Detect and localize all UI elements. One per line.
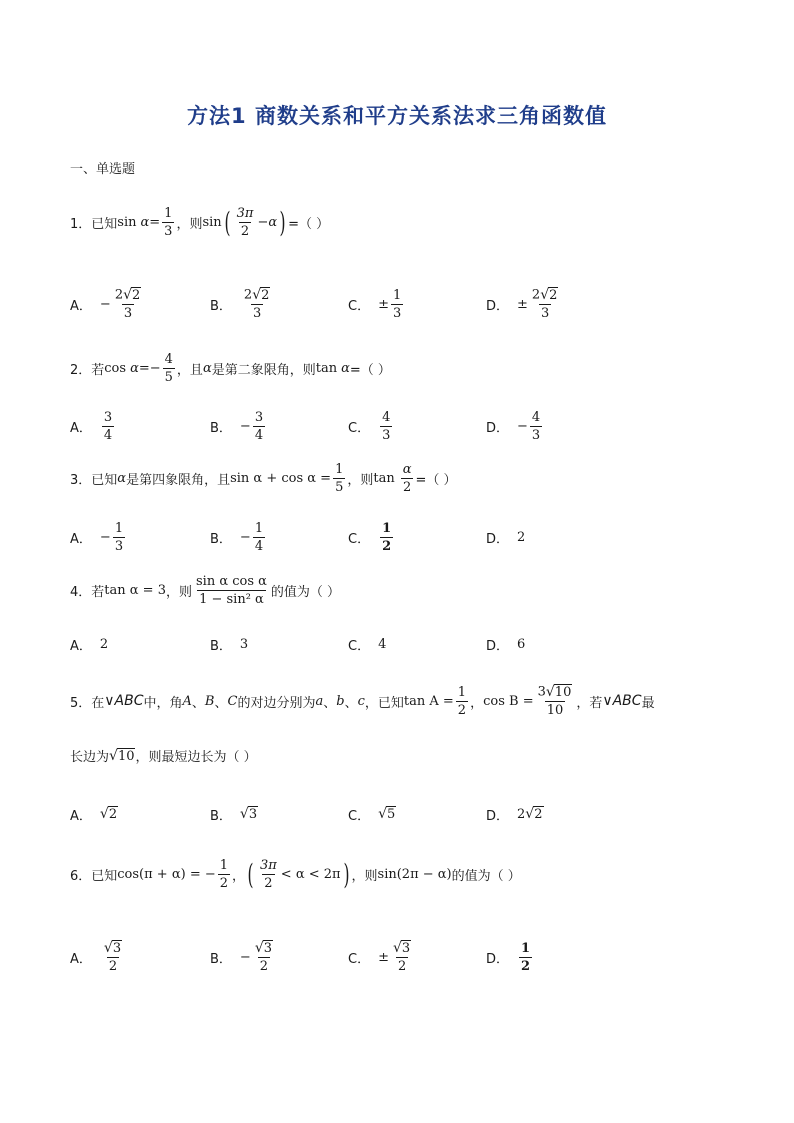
q4-fraction: $\frac{\text{sin α cos α}}{\text{1 − sin² α}}$ — [195, 574, 267, 607]
q4-option-b[interactable]: B． 3 — [210, 636, 249, 654]
q2-option-c[interactable]: C． $\frac{4}{3}$ — [348, 409, 391, 443]
q5-option-a[interactable]: A． √ 2 — [70, 806, 118, 824]
question-2: 2．若 cos α =− $\frac{4}{5}$ ，且 α 是第二象限角，则 tan α =（ ） — [70, 352, 391, 385]
q4-option-c[interactable]: C． 4 — [348, 636, 387, 654]
q6-range-fraction: $\frac{3\pi}{2}$ — [259, 858, 277, 891]
q3-option-b[interactable]: B． − $\frac{1}{4}$ — [210, 520, 264, 554]
q2-option-a[interactable]: A． $\frac{3}{4}$ — [70, 409, 113, 443]
q5-option-c[interactable]: C． √ 5 — [348, 806, 396, 824]
q6-option-c[interactable]: C． ± √ 3 2 — [348, 940, 411, 974]
question-4: 4．若 tan α = 3 ，则 $\frac{\text{sin α cos α}}{\text{1 − sin² α}}$ 的值为（ ） — [70, 574, 341, 607]
question-5-line-1: 5．在 ∨ABC 中，角 A 、 B 、 C 的对边分别为 a 、 b 、 c ，已知 tan A = $\frac{1}{2}$ ， cos B = 3 √ 10 10 ，若 ∨ABC 最 — [70, 684, 655, 718]
q6-option-a[interactable]: A． √ 3 2 — [70, 940, 122, 974]
q1-tail: =（ ） — [288, 217, 330, 232]
q5-option-b[interactable]: B． √ 3 — [210, 806, 258, 824]
q1-inner-fraction: $\frac{3\pi}{2}$ — [236, 206, 254, 239]
q3-option-a[interactable]: A． − $\frac{1}{3}$ — [70, 520, 124, 554]
q6-fraction: $\frac{1}{2}$ — [219, 858, 229, 891]
q3-half-angle: $\frac{\alpha}{2}$ — [402, 462, 412, 495]
q3-fraction: $\frac{1}{5}$ — [335, 462, 344, 495]
q4-option-a[interactable]: A． 2 — [70, 636, 109, 654]
q1-minus: − — [257, 215, 269, 230]
q1-option-c[interactable]: C． ± $\frac{1}{3}$ — [348, 287, 402, 321]
q6-option-b[interactable]: B． − √ 3 2 — [210, 940, 273, 974]
question-3: 3．已知 α 是第四象限角，且 sin α + cos α = $\frac{1}{5}$ ，则 tan $\frac{\alpha}{2}$ =（ ） — [70, 462, 457, 495]
q3-option-d[interactable]: D． 2 — [486, 529, 526, 547]
q1-fraction: $\frac{1}{3}$ — [164, 206, 173, 239]
q6-option-d[interactable]: D． $\frac{1}{2}$ — [486, 940, 531, 974]
q1-alpha: α — [140, 215, 150, 230]
page-title: 方法1 商数关系和平方关系法求三角函数值 — [187, 104, 607, 128]
q5-tana-fraction: $\frac{1}{2}$ — [457, 684, 467, 718]
question-1 — [70, 206, 329, 239]
q1-prefix: 1．已知 — [70, 217, 118, 232]
q1-rparen: ) — [279, 205, 286, 239]
q2-option-d[interactable]: D． − $\frac{4}{3}$ — [486, 409, 541, 443]
q1-option-b[interactable]: B． 2 √ 2 3 — [210, 287, 270, 321]
q1-eq: = — [149, 215, 161, 230]
q1-then: ，则 — [176, 217, 203, 232]
q5-option-d[interactable]: D． 2 √ 2 — [486, 806, 543, 824]
q1-alpha2: α — [268, 215, 278, 230]
question-6: 6．已知 cos(π + α) = − $\frac{1}{2}$ ， ( $\frac{3\pi}{2}$ < α < 2π ) ，则 sin(2π − α) 的值为（ ） — [70, 857, 521, 891]
question-5-line-2: 长边为 √ 10 ，则最短边长为（ ） — [70, 747, 257, 765]
q5-long-side: √ 10 — [109, 747, 135, 764]
q5-cosb-fraction: 3 √ 10 10 — [537, 684, 572, 718]
q1-option-a[interactable]: A． − 2 √ 2 3 — [70, 287, 141, 321]
q1-option-d[interactable]: D． ± 2 √ 2 3 — [486, 287, 558, 321]
q1-sin: sin — [117, 215, 137, 230]
q4-option-d[interactable]: D． 6 — [486, 636, 526, 654]
q1-lparen: ( — [224, 205, 231, 239]
section-heading: 一、单选题 — [70, 162, 136, 177]
q3-option-c[interactable]: C． $\frac{1}{2}$ — [348, 520, 392, 554]
q1-sin2: sin — [202, 215, 222, 230]
q2-fraction: $\frac{4}{5}$ — [164, 352, 173, 385]
q2-option-b[interactable]: B． − $\frac{3}{4}$ — [210, 409, 264, 443]
